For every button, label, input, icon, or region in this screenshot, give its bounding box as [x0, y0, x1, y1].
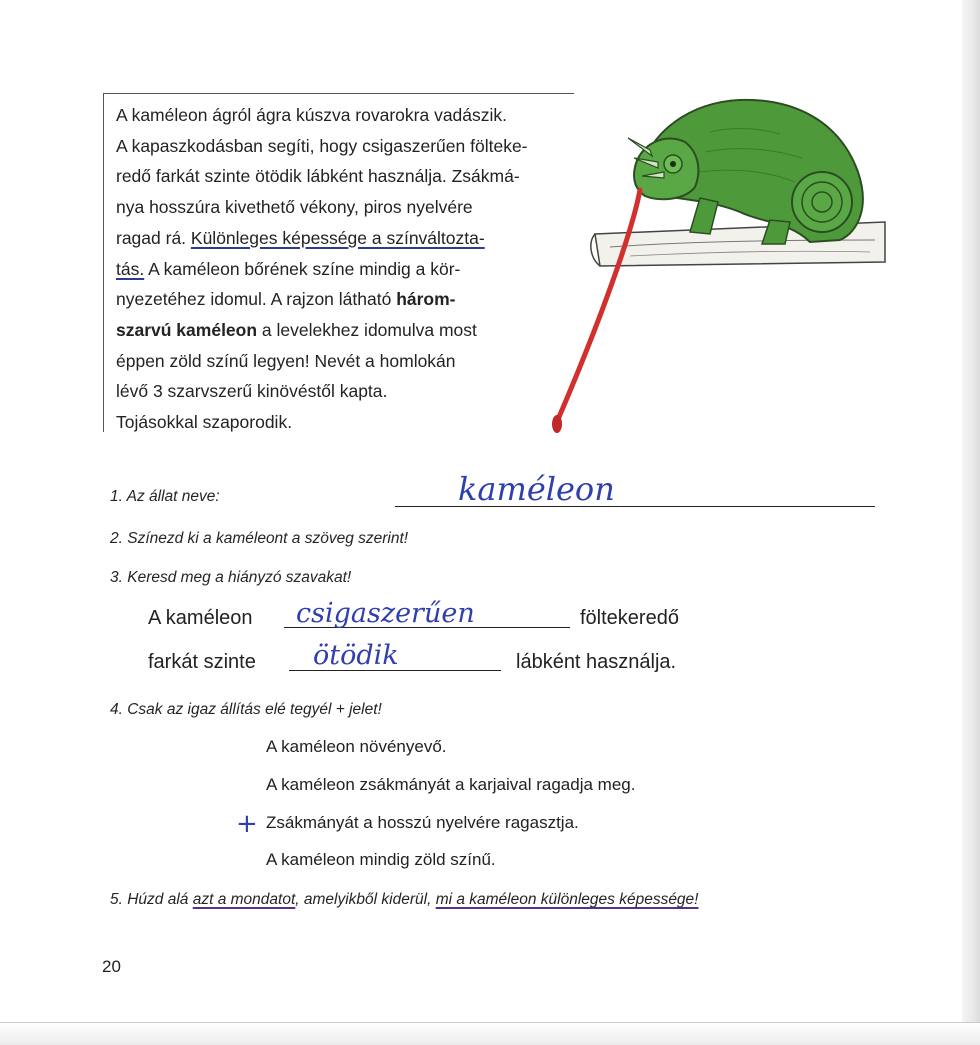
task-1-label: 1. Az állat neve: [110, 488, 220, 505]
bold-species-name: három- [396, 289, 456, 310]
task-5-text: 5. Húzd alá [110, 891, 193, 908]
reading-line: nya hosszúra kivethető vékony, piros nyelvére [116, 197, 473, 218]
statement-3[interactable]: Zsákmányát a hosszú nyelvére ragasztja. [266, 813, 579, 832]
reading-line: A kaméleon ágról ágra kúszva rovarokra vadászik. [116, 105, 508, 125]
plus-check-mark: + [236, 809, 258, 839]
task-5-text: , amelyikből kiderül, [295, 891, 436, 908]
statement-2[interactable]: A kaméleon zsákmányát a karjaival ragadja meg. [266, 775, 636, 794]
task-3-sentence-1-end: föltekeredő [580, 607, 679, 629]
task-3-handwritten-answer-2[interactable]: ötödik [313, 640, 399, 671]
reading-line: A kapaszkodásban segíti, hogy csigaszerűen fölteke- [116, 135, 528, 156]
task-5-underlined-2: mi a kaméleon különleges képessége! [435, 891, 699, 908]
page-number: 20 [102, 957, 121, 976]
task-3-label: 3. Keresd meg a hiányzó szavakat! [110, 569, 352, 586]
tongue-tip [552, 415, 562, 433]
underlined-ability-sentence-end: tás. [116, 258, 145, 279]
statement-4[interactable]: A kaméleon mindig zöld színű. [266, 850, 496, 869]
eye-pupil [670, 161, 676, 167]
reading-line: lévő 3 szarvszerű kinövéstől kapta. [116, 381, 388, 402]
task-5-label [110, 891, 698, 909]
bold-species-name: szarvú kaméleon [116, 319, 258, 340]
reading-text-fragment: A kaméleon bőrének színe mindig a kör- [144, 258, 461, 279]
task-5-underlined-1: azt a mondatot [192, 891, 296, 908]
chameleon-illustration [540, 72, 890, 452]
reading-line: éppen zöld színű legyen! Nevét a homlokán [116, 350, 456, 371]
task-3-sentence-2-start: farkát szinte [148, 651, 256, 673]
reading-line: redő farkát szinte ötödik lábként használja. Zsákmá- [116, 166, 520, 187]
page-edge [962, 0, 980, 1045]
task-1-handwritten-answer[interactable]: kaméleon [458, 470, 615, 508]
task-4-label: 4. Csak az igaz állítás elé tegyél + jelet! [110, 701, 382, 718]
reading-line: Tojásokkal szaporodik. [116, 412, 293, 433]
reading-text-fragment: nyezetéhez idomul. A rajzon látható [116, 289, 397, 310]
reading-text-fragment: ragad rá. [116, 227, 191, 248]
statement-1[interactable]: A kaméleon növényevő. [266, 737, 447, 756]
task-3-sentence-2-end: lábként használja. [516, 651, 677, 673]
task-2-label: 2. Színezd ki a kaméleont a szöveg szerint! [110, 530, 409, 547]
tail-coil [792, 172, 852, 232]
task-3-sentence-1-start: A kaméleon [148, 607, 253, 629]
task-3-handwritten-answer-1[interactable]: csigaszerűen [296, 598, 475, 629]
page-bottom-edge [0, 1022, 980, 1045]
chameleon-tongue [556, 190, 640, 424]
reading-text-fragment: a levelekhez idomulva most [257, 319, 477, 340]
hind-leg [762, 220, 790, 244]
underlined-ability-sentence: Különleges képessége a színváltozta- [190, 227, 485, 248]
